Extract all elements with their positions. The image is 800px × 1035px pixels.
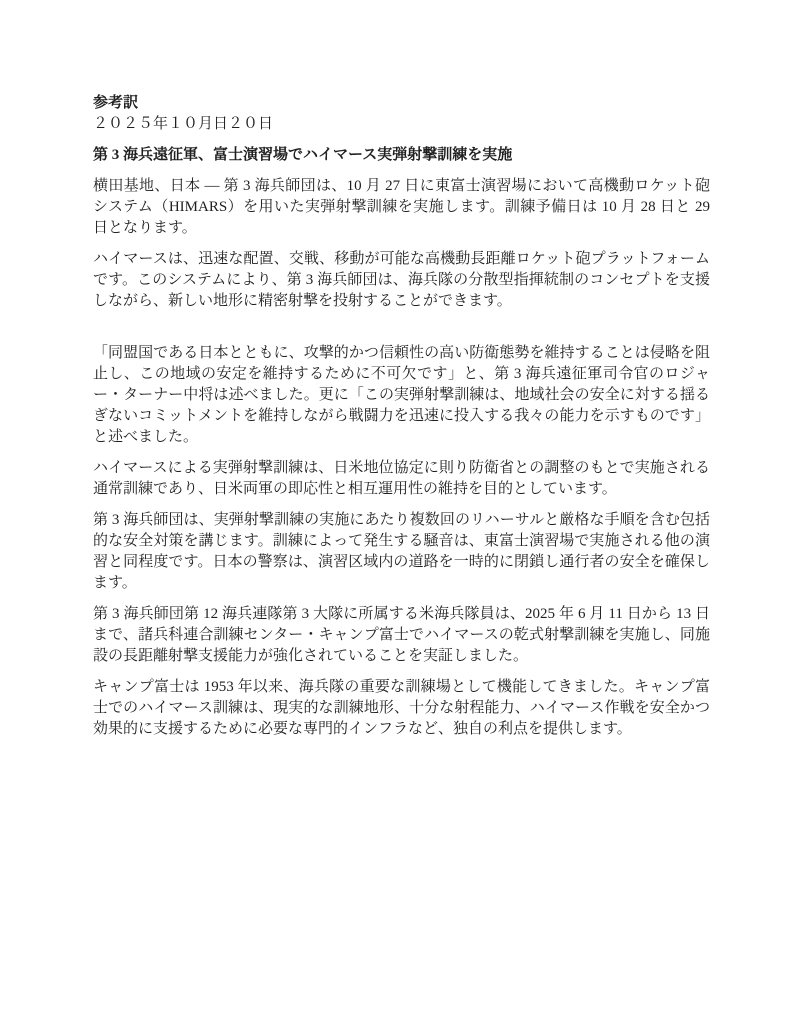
paragraph-sofa-coordination: ハイマースによる実弾射撃訓練は、日米地位協定に則り防衛省との調整のもとで実施される通常訓練であり、日米両軍の即応性と相互運用性の維持を目的としています。 (93, 460, 710, 497)
paragraph-dateline-announcement: 横田基地、日本 ― 第 3 海兵師団は、10 月 27 日に東富士演習場において高機動ロケット砲システム（HIMARS）を用いた実弾射撃訓練を実施します。訓練予備日は 10 月 28 日と 29 日となります。 (93, 178, 710, 236)
document-date: ２０２５年１０月日２０日 (93, 116, 274, 132)
document-title: 第 3 海兵遠征軍、富士演習場でハイマース実弾射撃訓練を実施 (93, 147, 513, 163)
paragraph-june-dryfire-training: 第 3 海兵師団第 12 海兵連隊第 3 大隊に所属する米海兵隊員は、2025 年 6 月 11 日から 13 日まで、諸兵科連合訓練センター・キャンプ富士でハイマースの乾式射撃訓練を実施し、同施設の長距離射撃支援能力が強化されていることを実証しました。 (93, 606, 710, 664)
paragraph-himars-description: ハイマースは、迅速な配置、交戦、移動が可能な高機動長距離ロケット砲プラットフォームです。このシステムにより、第 3 海兵師団は、海兵隊の分散型指揮統制のコンセプトを支援しながら、新しい地形に精密射撃を投射することができます。 (93, 251, 710, 309)
reference-translation-label: 参考訳 (93, 95, 139, 111)
blank-line (93, 322, 710, 343)
paragraph-commander-quote: 「同盟国である日本とともに、攻撃的かつ信頼性の高い防衛態勢を維持することは侵略を阻止し、この地域の安定を維持するために不可欠です」と、第 3 海兵遠征軍司令官のロジャー・ターナー中将は述べました。更に「この実弾射撃訓練は、地域社会の安全に対する揺るぎないコミットメントを維持しながら戦闘力を迅速に投入する我々の能力を示すものです」と述べました。 (93, 345, 710, 445)
paragraph-safety-measures: 第 3 海兵師団は、実弾射撃訓練の実施にあたり複数回のリハーサルと厳格な手順を含む包括的な安全対策を講じます。訓練によって発生する騒音は、東富士演習場で実施される他の演習と同程度です。日本の警察は、演習区域内の道路を一時的に閉鎖し通行者の安全を確保します。 (93, 512, 710, 591)
paragraph-camp-fuji-history: キャンプ富士は 1953 年以来、海兵隊の重要な訓練場として機能してきました。キャンプ富士でのハイマース訓練は、現実的な訓練地形、十分な射程能力、ハイマース作戦を安全かつ効果的に支援するために必要な専門的インフラなど、独自の利点を提供します。 (93, 679, 710, 737)
press-release-document (93, 93, 710, 740)
